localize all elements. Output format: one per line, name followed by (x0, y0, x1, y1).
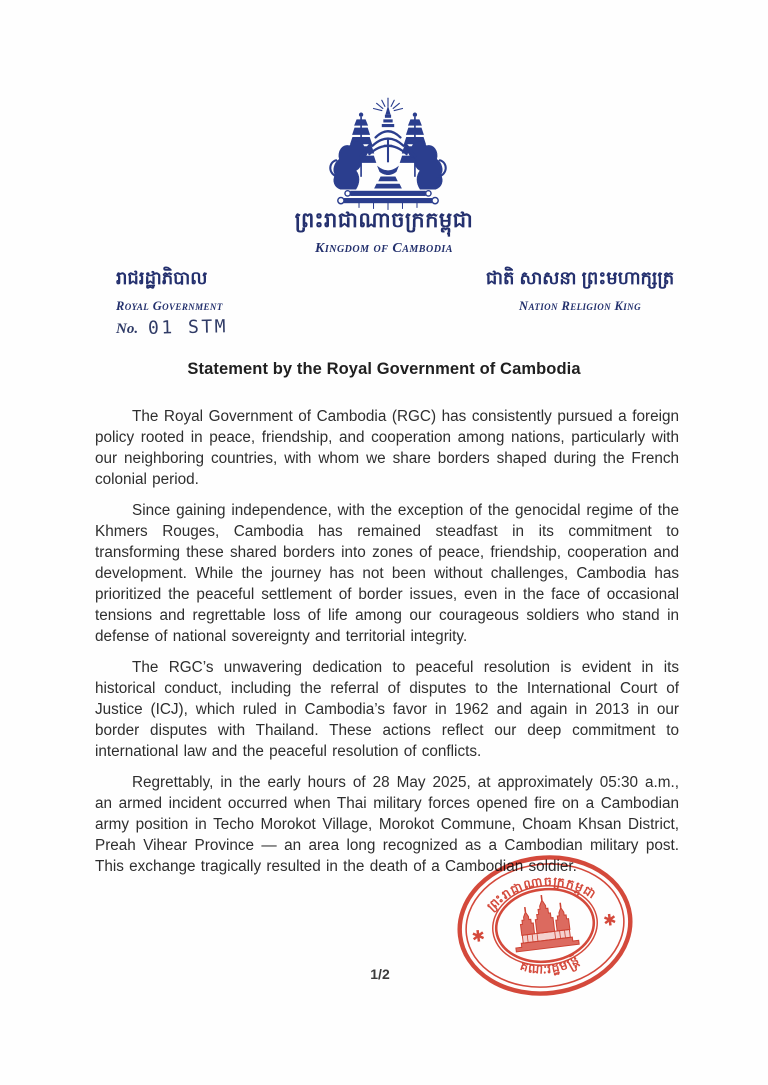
royal-government-english: Royal Government (116, 299, 223, 313)
royal-government-block (116, 266, 228, 338)
crown-spire (382, 105, 394, 127)
angkor-wat-icon (510, 891, 579, 952)
kingdom-title-khmer: ព្រះរាជាណាចក្រកម្ពុជា (294, 209, 474, 232)
reference-number-label: No. (116, 321, 139, 337)
paragraph-1: The Royal Government of Cambodia (RGC) has consistently pursued a foreign policy rooted in peace, friendship, and cooperation among nations, particularly with our neighboring countries, with whom we share borders shaped during the French colonial period. (95, 408, 679, 488)
paragraph-4: Regrettably, in the early hours of 28 May 2025, at approximately 05:30 a.m., an armed incident occurred when Thai military forces opened fire on a Cambodian army position in Techo Morokot Village, Morokot Commune, Choam Khsan District, Preah Vihear Province — an area long recognized as a Cambodian military post. This exchange tragically resulted in the death of a Cambodian soldier. (95, 774, 679, 875)
statement-title: Statement by the Royal Government of Cambodia (187, 360, 581, 378)
motto-khmer: ជាតិ សាសនា ព្រះមហាក្សត្រ (485, 268, 675, 288)
kingdom-title-english: Kingdom of Cambodia (315, 241, 453, 256)
nation-religion-king-block (452, 266, 708, 314)
royal-arms-of-cambodia-emblem (322, 94, 454, 212)
seal-star-left-icon: ✱ (470, 927, 486, 947)
paragraph-2: Since gaining independence, with the exception of the genocidal regime of the Khmers Rouges, Cambodia has remained steadfast in its commitment to transforming these shared borders into zones of peace, friendship, cooperation and development. While the journey has not been without challenges, Cambodia has prioritized the peaceful settlement of border issues, even in the face of occasional tensions and regrettable loss of life among our courageous soldiers who stand in defense of national sovereignty and territorial integrity. (95, 502, 679, 645)
page-number: 1/2 (370, 966, 390, 982)
reference-number-handwritten: 01 STM (147, 316, 229, 339)
motto-english: Nation Religion King (519, 299, 641, 313)
official-red-seal (448, 844, 642, 1008)
seal-bottom-text: គណៈរដ្ឋមន្ត្រី (518, 952, 582, 977)
statement-body (95, 406, 679, 887)
royal-government-khmer: រាជរដ្ឋាភិបាល (116, 268, 208, 288)
seal-star-right-icon: ✱ (602, 911, 618, 931)
paragraph-3: The RGC’s unwavering dedication to peaceful resolution is evident in its historical conduct, including the referral of disputes to the International Court of Justice (ICJ), which ruled in Cambodia’s favor in 1962 and again in 2013 in our border disputes with Thailand. These actions reflect our deep commitment to international law and the peaceful resolution of conflicts. (95, 659, 679, 760)
seal-top-text: ព្រះរាជាណាចក្រកម្ពុជា (484, 874, 599, 914)
reference-number-line (116, 317, 228, 338)
